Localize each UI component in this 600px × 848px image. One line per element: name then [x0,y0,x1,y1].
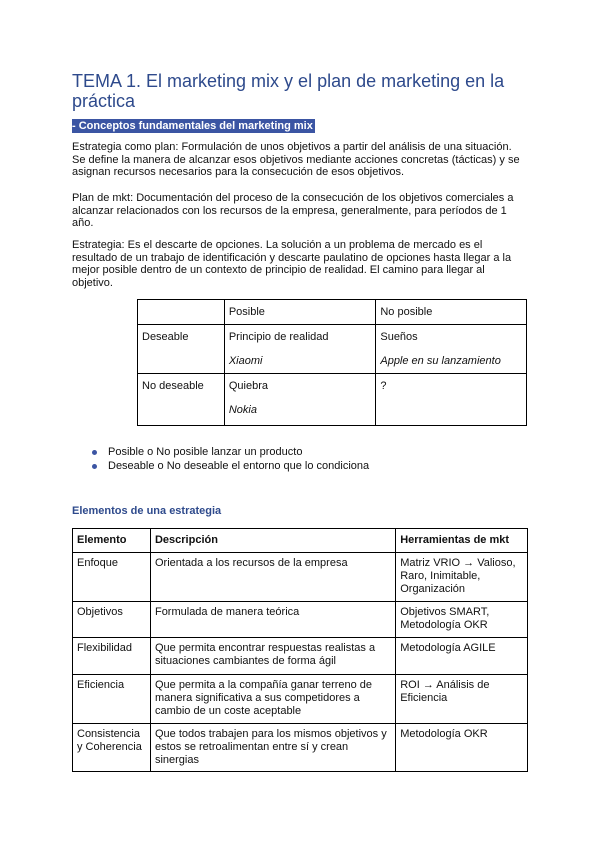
matrix-cell-text: ? [380,380,387,392]
table-cell: Eficiencia [73,675,151,724]
matrix-row-desirable [138,325,527,374]
table-cell: Que todos trabajen para los mismos objetivos y estos se retroalimentan entre sí y crean sinergias [150,724,395,772]
table-cell: Que permita a la compañía ganar terreno de manera significativa a sus competidores a cambio de un coste aceptable [150,675,395,724]
paragraph-strategy-plan: Estrategia como plan: Formulación de unos objetivos a partir del análisis de una situación. Se define la manera de alcanzar esos objetivos mediante acciones concretas (tácticas) y se asignan recursos necesarios para la consecución de esos objetivos. [72,141,520,178]
table-cell: Flexibilidad [73,638,151,675]
table-cell: Objetivos [73,602,151,638]
table-row [73,602,528,638]
bullet-list [72,446,369,473]
matrix-row-label: Deseable [138,325,225,374]
matrix-row-label: No deseable [138,374,225,426]
page-title: TEMA 1. El marketing mix y el plan de marketing en la práctica [72,71,505,111]
matrix-col-not-possible: No posible [376,300,527,325]
table-cell: Metodología AGILE [396,638,528,675]
table-cell: ROI → Análisis de Eficiencia [396,675,528,724]
matrix-cell-example: Nokia [228,404,257,416]
list-item: Posible o No posible lanzar un producto [108,446,369,460]
elements-heading: Elementos de una estrategia [72,505,222,517]
table-cell: Objetivos SMART, Metodología OKR [396,602,528,638]
matrix-cell [376,374,527,426]
matrix-cell-text: Quiebra [228,380,268,392]
section-heading: - Conceptos fundamentales del marketing mix [72,120,313,132]
table-cell: Formulada de manera teórica [150,602,395,638]
matrix-cell-example: Xiaomi [228,355,263,367]
table-cell: Que permita encontrar respuestas realistas a situaciones cambiantes de forma ágil [150,638,395,675]
table-header: Descripción [150,529,395,553]
table-row [73,638,528,675]
list-item: Deseable o No deseable el entorno que lo condiciona [108,459,370,472]
table-header: Elemento [73,529,151,553]
matrix-corner-cell [138,300,225,325]
matrix-cell [376,325,527,374]
table-row [73,675,528,724]
table-cell: Matriz VRIO → Valioso, Raro, Inimitable, Organización [396,553,528,602]
matrix-cell-text: Principio de realidad [228,331,329,343]
table-cell: Enfoque [73,553,151,602]
matrix-col-possible: Posible [224,300,376,325]
strategy-elements-table [72,528,528,772]
table-cell: Metodología OKR [396,724,528,772]
table-cell: Orientada a los recursos de la empresa [150,553,395,602]
table-header: Herramientas de mkt [396,529,528,553]
paragraph-strategy: Estrategia: Es el descarte de opciones. La solución a un problema de mercado es el resultado de un trabajo de identificación y descarte paulatino de opciones hasta llegar a la mejor posible dentro de un contexto de principio de realidad. El camino para llegar al objetivo. [72,239,512,289]
matrix-header-row [138,300,527,325]
table-row [73,724,528,772]
matrix-cell-text: Sueños [380,331,418,343]
table-cell: Consistencia y Coherencia [73,724,151,772]
paragraph-mkt-plan: Plan de mkt: Documentación del proceso de la consecución de los objetivos comerciales a alcanzar relacionados con los recursos de la empresa, generalmente, para períodos de 1 año. [72,192,514,229]
matrix-cell [224,374,376,426]
possibility-matrix [137,299,527,426]
matrix-cell [224,325,376,374]
table-header-row [73,529,528,553]
matrix-row-not-desirable [138,374,527,426]
table-row [73,553,528,602]
matrix-cell-example: Apple en su lanzamiento [380,355,501,367]
